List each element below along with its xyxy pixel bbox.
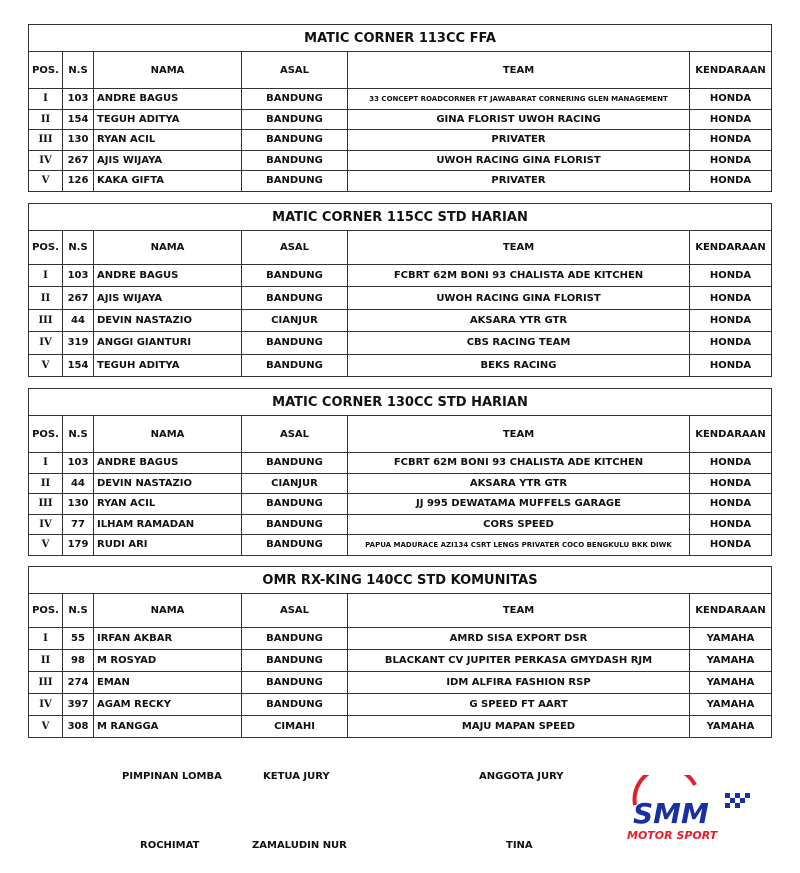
cell-team: FCBRT 62M BONI 93 CHALISTA ADE KITCHEN [348, 453, 690, 474]
cell-ns: 308 [63, 716, 94, 738]
cell-ns: 103 [63, 265, 94, 287]
column-header-nama: NAMA [94, 416, 242, 453]
cell-team: 33 CONCEPT ROADCORNER FT JAWABARAT CORNERING GLEN MANAGEMENT [348, 89, 690, 110]
cell-team: UWOH RACING GINA FLORIST [348, 287, 690, 309]
cell-asal: BANDUNG [242, 672, 348, 694]
cell-asal: CIMAHI [242, 716, 348, 738]
cell-team: MAJU MAPAN SPEED [348, 716, 690, 738]
cell-pos: II [29, 473, 63, 494]
cell-pos: II [29, 109, 63, 130]
table-row [29, 89, 772, 110]
cell-nama: KAKA GIFTA [94, 171, 242, 192]
cell-kendaraan: HONDA [690, 514, 772, 535]
cell-kendaraan: YAMAHA [690, 716, 772, 738]
cell-ns: 130 [63, 130, 94, 151]
cell-kendaraan: HONDA [690, 473, 772, 494]
column-header-ns: N.S [63, 52, 94, 89]
column-header-nama: NAMA [94, 52, 242, 89]
results-table [28, 24, 772, 192]
smm-motor-sport-logo [615, 775, 765, 843]
table-title: OMR RX-KING 140CC STD KOMUNITAS [29, 567, 772, 594]
column-header-pos: POS. [29, 52, 63, 89]
column-header-ns: N.S [63, 594, 94, 628]
cell-asal: BANDUNG [242, 354, 348, 376]
cell-team: JJ 995 DEWATAMA MUFFELS GARAGE [348, 494, 690, 515]
cell-nama: ANDRE BAGUS [94, 453, 242, 474]
cell-nama: ANGGI GIANTURI [94, 332, 242, 354]
cell-ns: 103 [63, 453, 94, 474]
column-header-asal: ASAL [242, 416, 348, 453]
table-row [29, 494, 772, 515]
column-header-kendaraan: KENDARAAN [690, 52, 772, 89]
cell-team: UWOH RACING GINA FLORIST [348, 150, 690, 171]
cell-kendaraan: HONDA [690, 171, 772, 192]
table-row [29, 109, 772, 130]
cell-team: PAPUA MADURACE AZI134 CSRT LENGS PRIVATER COCO BENGKULU BKK DIWK [348, 535, 690, 556]
cell-pos: V [29, 716, 63, 738]
results-table [28, 203, 772, 377]
cell-pos: IV [29, 332, 63, 354]
column-header-kendaraan: KENDARAAN [690, 594, 772, 628]
name-pimpinan-lomba: ROCHIMAT [140, 840, 200, 851]
column-header-pos: POS. [29, 416, 63, 453]
cell-pos: I [29, 628, 63, 650]
cell-asal: BANDUNG [242, 694, 348, 716]
column-header-kendaraan: KENDARAAN [690, 231, 772, 265]
column-header-team: TEAM [348, 594, 690, 628]
cell-pos: V [29, 171, 63, 192]
table-row [29, 514, 772, 535]
cell-ns: 319 [63, 332, 94, 354]
cell-pos: IV [29, 694, 63, 716]
cell-kendaraan: HONDA [690, 89, 772, 110]
cell-asal: BANDUNG [242, 109, 348, 130]
cell-ns: 154 [63, 354, 94, 376]
table-row [29, 694, 772, 716]
cell-pos: II [29, 650, 63, 672]
cell-pos: II [29, 287, 63, 309]
cell-asal: BANDUNG [242, 150, 348, 171]
cell-asal: BANDUNG [242, 628, 348, 650]
cell-kendaraan: HONDA [690, 354, 772, 376]
cell-kendaraan: HONDA [690, 265, 772, 287]
table-row [29, 672, 772, 694]
table-row [29, 287, 772, 309]
cell-ns: 77 [63, 514, 94, 535]
cell-asal: BANDUNG [242, 453, 348, 474]
column-header-asal: ASAL [242, 52, 348, 89]
cell-team: CBS RACING TEAM [348, 332, 690, 354]
cell-kendaraan: YAMAHA [690, 650, 772, 672]
column-header-nama: NAMA [94, 231, 242, 265]
table-row [29, 354, 772, 376]
cell-nama: TEGUH ADITYA [94, 354, 242, 376]
cell-team: GINA FLORIST UWOH RACING [348, 109, 690, 130]
cell-nama: ANDRE BAGUS [94, 265, 242, 287]
column-header-team: TEAM [348, 416, 690, 453]
cell-kendaraan: HONDA [690, 332, 772, 354]
column-header-asal: ASAL [242, 231, 348, 265]
cell-kendaraan: YAMAHA [690, 628, 772, 650]
cell-team: PRIVATER [348, 130, 690, 151]
cell-team: BLACKANT CV JUPITER PERKASA GMYDASH RJM [348, 650, 690, 672]
table-row [29, 473, 772, 494]
cell-kendaraan: HONDA [690, 453, 772, 474]
cell-asal: BANDUNG [242, 89, 348, 110]
cell-ns: 55 [63, 628, 94, 650]
column-header-ns: N.S [63, 231, 94, 265]
table-row [29, 332, 772, 354]
cell-nama: IRFAN AKBAR [94, 628, 242, 650]
results-table [28, 388, 772, 556]
cell-kendaraan: HONDA [690, 150, 772, 171]
cell-pos: III [29, 130, 63, 151]
results-table [28, 566, 772, 738]
role-anggota-jury: ANGGOTA JURY [479, 771, 564, 782]
cell-ns: 44 [63, 473, 94, 494]
column-header-nama: NAMA [94, 594, 242, 628]
cell-nama: AGAM RECKY [94, 694, 242, 716]
cell-asal: BANDUNG [242, 494, 348, 515]
cell-pos: V [29, 535, 63, 556]
cell-team: BEKS RACING [348, 354, 690, 376]
column-header-team: TEAM [348, 231, 690, 265]
table-title: MATIC CORNER 130CC STD HARIAN [29, 389, 772, 416]
cell-pos: V [29, 354, 63, 376]
cell-team: IDM ALFIRA FASHION RSP [348, 672, 690, 694]
column-header-ns: N.S [63, 416, 94, 453]
cell-pos: III [29, 672, 63, 694]
cell-nama: ILHAM RAMADAN [94, 514, 242, 535]
cell-asal: BANDUNG [242, 130, 348, 151]
cell-pos: IV [29, 150, 63, 171]
cell-asal: BANDUNG [242, 514, 348, 535]
cell-asal: BANDUNG [242, 171, 348, 192]
cell-ns: 126 [63, 171, 94, 192]
table-row [29, 535, 772, 556]
cell-asal: BANDUNG [242, 265, 348, 287]
cell-asal: CIANJUR [242, 309, 348, 331]
cell-nama: M ROSYAD [94, 650, 242, 672]
cell-kendaraan: HONDA [690, 535, 772, 556]
cell-ns: 267 [63, 150, 94, 171]
cell-ns: 103 [63, 89, 94, 110]
name-anggota-jury: TINA [506, 840, 533, 851]
cell-team: CORS SPEED [348, 514, 690, 535]
cell-ns: 130 [63, 494, 94, 515]
logo-subtext: MOTOR SPORT [627, 829, 718, 842]
cell-nama: TEGUH ADITYA [94, 109, 242, 130]
logo-text: SMM [633, 797, 709, 830]
table-row [29, 716, 772, 738]
cell-pos: IV [29, 514, 63, 535]
cell-ns: 44 [63, 309, 94, 331]
cell-nama: RYAN ACIL [94, 130, 242, 151]
cell-asal: BANDUNG [242, 535, 348, 556]
column-header-pos: POS. [29, 594, 63, 628]
cell-asal: BANDUNG [242, 332, 348, 354]
cell-nama: ANDRE BAGUS [94, 89, 242, 110]
cell-ns: 98 [63, 650, 94, 672]
cell-pos: I [29, 265, 63, 287]
cell-team: PRIVATER [348, 171, 690, 192]
cell-pos: I [29, 453, 63, 474]
cell-nama: DEVIN NASTAZIO [94, 473, 242, 494]
cell-kendaraan: HONDA [690, 309, 772, 331]
column-header-pos: POS. [29, 231, 63, 265]
column-header-asal: ASAL [242, 594, 348, 628]
cell-team: FCBRT 62M BONI 93 CHALISTA ADE KITCHEN [348, 265, 690, 287]
cell-asal: BANDUNG [242, 650, 348, 672]
cell-pos: I [29, 89, 63, 110]
table-row [29, 650, 772, 672]
cell-ns: 397 [63, 694, 94, 716]
table-row [29, 171, 772, 192]
cell-team: AKSARA YTR GTR [348, 309, 690, 331]
cell-nama: AJIS WIJAYA [94, 287, 242, 309]
table-title: MATIC CORNER 115CC STD HARIAN [29, 204, 772, 231]
checkered-flag-icon [725, 793, 750, 808]
table-row [29, 265, 772, 287]
cell-ns: 267 [63, 287, 94, 309]
cell-ns: 274 [63, 672, 94, 694]
column-header-kendaraan: KENDARAAN [690, 416, 772, 453]
cell-ns: 179 [63, 535, 94, 556]
cell-kendaraan: HONDA [690, 130, 772, 151]
cell-kendaraan: HONDA [690, 494, 772, 515]
cell-pos: III [29, 494, 63, 515]
table-row [29, 130, 772, 151]
role-ketua-jury: KETUA JURY [263, 771, 330, 782]
cell-nama: AJIS WIJAYA [94, 150, 242, 171]
cell-nama: M RANGGA [94, 716, 242, 738]
table-row [29, 150, 772, 171]
table-row [29, 453, 772, 474]
cell-team: AMRD SISA EXPORT DSR [348, 628, 690, 650]
cell-asal: CIANJUR [242, 473, 348, 494]
cell-pos: III [29, 309, 63, 331]
cell-nama: RYAN ACIL [94, 494, 242, 515]
table-title: MATIC CORNER 113CC FFA [29, 25, 772, 52]
column-header-team: TEAM [348, 52, 690, 89]
name-ketua-jury: ZAMALUDIN NUR [252, 840, 347, 851]
cell-kendaraan: YAMAHA [690, 694, 772, 716]
cell-nama: RUDI ARI [94, 535, 242, 556]
cell-ns: 154 [63, 109, 94, 130]
role-pimpinan-lomba: PIMPINAN LOMBA [122, 771, 222, 782]
cell-nama: DEVIN NASTAZIO [94, 309, 242, 331]
table-row [29, 628, 772, 650]
cell-kendaraan: YAMAHA [690, 672, 772, 694]
cell-team: G SPEED FT AART [348, 694, 690, 716]
cell-asal: BANDUNG [242, 287, 348, 309]
cell-kendaraan: HONDA [690, 109, 772, 130]
cell-nama: EMAN [94, 672, 242, 694]
table-row [29, 309, 772, 331]
cell-team: AKSARA YTR GTR [348, 473, 690, 494]
cell-kendaraan: HONDA [690, 287, 772, 309]
